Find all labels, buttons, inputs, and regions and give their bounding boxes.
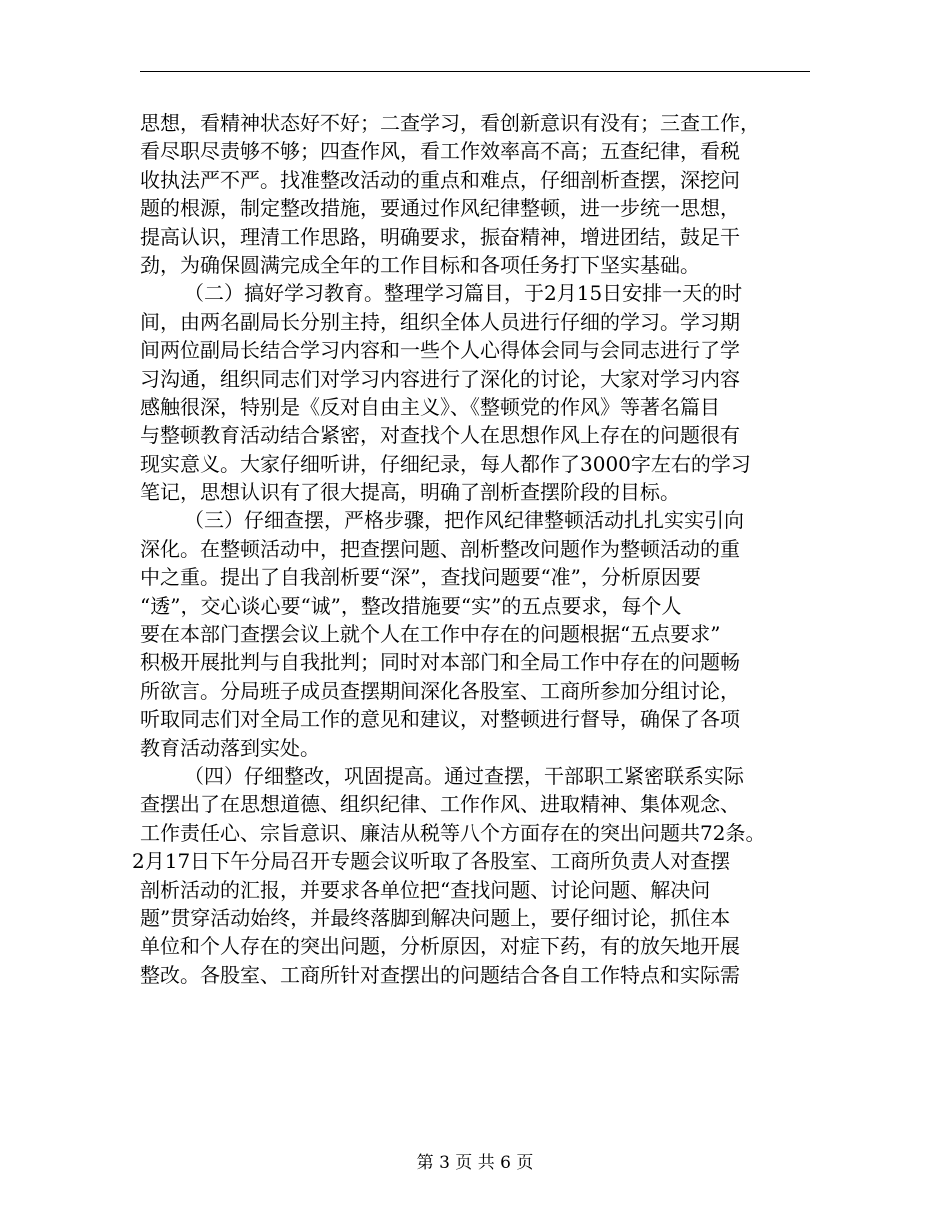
- text-line: 深化。在整顿活动中，把查摆问题、剖析整改问题作为整顿活动的重: [140, 536, 740, 561]
- text-line: 题的根源，制定整改措施，要通过作风纪律整顿，进一步统一思想，: [140, 196, 740, 221]
- text-line: 要在本部门查摆会议上就个人在工作中存在的问题根据“五点要求”: [140, 622, 721, 647]
- text-line: 积极开展批判与自我批判；同时对本部门和全局工作中存在的问题畅: [140, 650, 740, 675]
- page-number-footer: 第 3 页 共 6 页: [416, 1153, 534, 1173]
- text-line: 感触很深，特别是《反对自由主义》、《整顿党的作风》等著名篇目: [140, 394, 720, 419]
- text-line: 与整顿教育活动结合紧密，对查找个人在思想作风上存在的问题很有: [140, 423, 740, 448]
- text-line: 查摆出了在思想道德、组织纪律、工作作风、进取精神、集体观念、: [140, 792, 740, 817]
- text-line: 整改。各股室、工商所针对查摆出的问题结合各自工作特点和实际需: [140, 962, 740, 987]
- text-line: 看尽职尽责够不够；四查作风，看工作效率高不高；五查纪律，看税: [140, 139, 740, 164]
- text-line: 现实意义。大家仔细听讲，仔细纪录，每人都作了3000字左右的学习: [140, 451, 751, 476]
- text-line: 单位和个人存在的突出问题，分析原因，对症下药，有的放矢地开展: [140, 934, 740, 959]
- text-line: 思想，看精神状态好不好；二查学习，看创新意识有没有；三查工作，: [140, 111, 760, 135]
- text-line: 习沟通，组织同志们对学习内容进行了深化的讨论，大家对学习内容: [140, 366, 740, 391]
- text-line: 中之重。提出了自我剖析要“深”，查找问题要“准”，分析原因要: [140, 565, 701, 590]
- header-rule: [140, 71, 810, 72]
- text-line: 2月17日下午分局召开专题会议听取了各股室、工商所负责人对查摆: [132, 849, 731, 874]
- text-line: 题”贯穿活动始终，并最终落脚到解决问题上，要仔细讨论，抓住本: [140, 905, 731, 930]
- text-line: 间，由两名副局长分别主持，组织全体人员进行仔细的学习。学习期: [140, 309, 740, 334]
- paragraph-heading-line: （四）仔细整改，巩固提高。通过查摆，干部职工紧密联系实际: [184, 763, 744, 788]
- text-line: 劲，为确保圆满完成全年的工作目标和各项任务打下坚实基础。: [140, 252, 700, 277]
- text-line: 剖析活动的汇报，并要求各单位把“查找问题、讨论问题、解决问: [140, 877, 711, 902]
- paragraph-heading-line: （三）仔细查摆，严格步骤，把作风纪律整顿活动扎扎实实引向: [184, 508, 744, 533]
- text-line: 所欲言。分局班子成员查摆期间深化各股室、工商所参加分组讨论，: [140, 678, 740, 703]
- text-line: 提高认识，理清工作思路，明确要求，振奋精神，增进团结，鼓足干: [140, 224, 740, 249]
- body-text: [132, 109, 812, 989]
- text-line: 笔记，思想认识有了很大提高，明确了剖析查摆阶段的目标。: [140, 480, 680, 505]
- paragraph-heading-line: （二）搞好学习教育。整理学习篇目，于2月15日安排一天的时: [184, 281, 743, 306]
- text-line: 听取同志们对全局工作的意见和建议，对整顿进行督导，确保了各项: [140, 707, 740, 732]
- text-line: 收执法严不严。找准整改活动的重点和难点，仔细剖析查摆，深挖问: [140, 167, 740, 192]
- text-line: 教育活动落到实处。: [140, 735, 320, 760]
- text-line: 间两位副局长结合学习内容和一些个人心得体会同与会同志进行了学: [140, 338, 740, 363]
- text-line: 工作责任心、宗旨意识、廉洁从税等八个方面存在的突出问题共72条。: [140, 820, 766, 845]
- text-line: “透”，交心谈心要“诚”，整改措施要“实”的五点要求，每个人: [140, 593, 682, 618]
